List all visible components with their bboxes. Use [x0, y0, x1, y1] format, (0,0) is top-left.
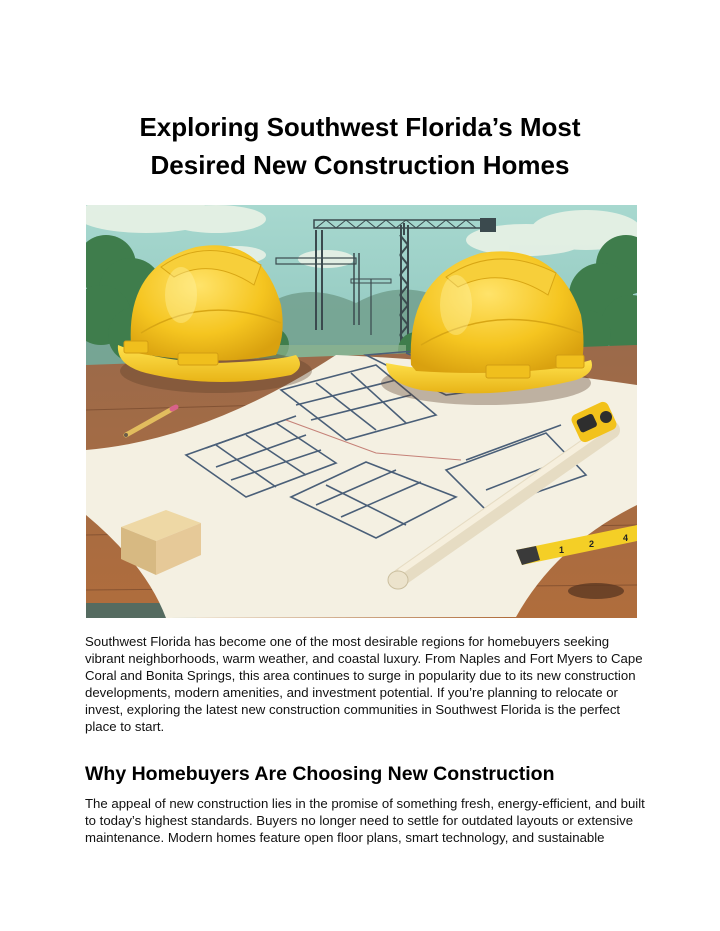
tape-mark-4: 4 [623, 533, 629, 543]
intro-line: place to start. [85, 719, 165, 734]
intro-line: Southwest Florida has become one of the most desirable regions for homebuyers seeking [85, 634, 610, 649]
section-heading: Why Homebuyers Are Choosing New Construction [85, 763, 555, 785]
hero-image [86, 205, 637, 618]
intro-line: vibrant neighborhoods, warm weather, and coastal luxury. From Naples and Fort Myers to Cape [85, 651, 643, 666]
section-line: The appeal of new construction lies in the promise of something fresh, energy-efficient, and built [85, 796, 645, 811]
title-line-1: Exploring Southwest Florida’s Most [139, 112, 581, 142]
intro-line: invest, exploring the latest new construction communities in Southwest Florida is the perfect [85, 702, 621, 717]
title-line-2: Desired New Construction Homes [150, 150, 570, 180]
intro-paragraph [85, 633, 645, 735]
section-line: to today’s highest standards. Buyers no longer need to settle for outdated layouts or extensive [85, 813, 634, 828]
tape-mark-2: 2 [589, 539, 595, 549]
intro-line: developments, modern amenities, and investment potential. If you’re planning to relocate or [85, 685, 618, 700]
section-paragraph [85, 795, 645, 846]
section-line: maintenance. Modern homes feature open floor plans, smart technology, and sustainable [85, 830, 605, 845]
construction-illustration [86, 205, 637, 618]
intro-line: Coral and Bonita Springs, this area continues to surge in popularity due to its new construction [85, 668, 636, 683]
page-title [0, 108, 720, 184]
tape-mark-1: 1 [559, 545, 565, 555]
